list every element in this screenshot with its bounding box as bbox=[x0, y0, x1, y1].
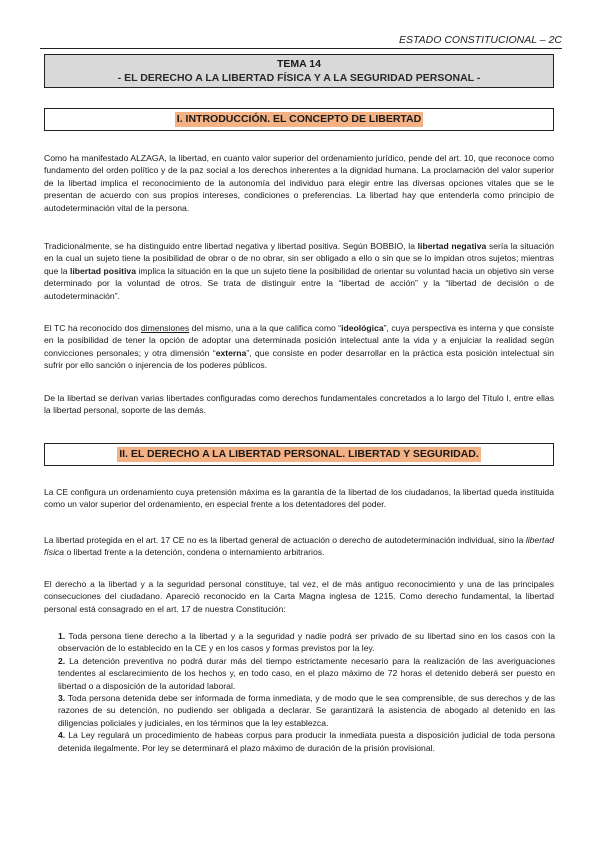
text-run: implica la situación en la que un sujeto tiene la posibilidad de orientar su voluntad hacia un objetivo sin verse determinado por la voluntad de otros. Se trata de distinguir entre la “libertad de acción” y la “libertad de decisión o de autodeterminación”. bbox=[44, 265, 554, 301]
section-heading-2 bbox=[44, 443, 554, 466]
article-17-list bbox=[58, 630, 555, 754]
list-text: La Ley regulará un procedimiento de habeas corpus para producir la inmediata puesta a disposición judicial de toda persona detenida ilegalmente. Por ley se determinará el plazo máximo de duración de la prisión provisional. bbox=[58, 730, 556, 753]
text-run: ”, cuya perspectiva es interna y que consiste en la posibilidad de tener la opción de adoptar una determinada posición intelectual ante la vida y a enjuiciar la realidad según convicciones personales; y otra dimensión “ bbox=[44, 323, 554, 358]
section-heading-1-text: I. INTRODUCCIÓN. EL CONCEPTO DE LIBERTAD bbox=[176, 113, 422, 125]
bold-term-positive: libertad positiva bbox=[70, 265, 136, 276]
text-run: del mismo, una a la que califica como “ bbox=[189, 323, 342, 333]
text-run: o libertad frente a la detención, condena o internamiento arbitrarios. bbox=[64, 547, 325, 558]
paragraph-intro-1: Como ha manifestado ALZAGA, la libertad, en cuanto valor superior del ordenamiento jurídico, pende del art. 10, que reconoce como fundamento del orden político y de la paz social a los derechos inherentes a la dignidad humana. La proclamación del valor superior de la libertad implica el reconocimiento de la autonomía del individuo para elegir entre las diversas opciones vitales que se le presentan de acuerdo con sus propios intereses, condiciones o preferencias. La libertad hay que entenderla como principio de autodeterminación vital de la persona. bbox=[44, 153, 554, 213]
paragraph-intro-4: De la libertad se derivan varias libertades configuradas como derechos fundamentales concretados a lo largo del Título I, entre ellas la libertad personal, soporte de las demás. bbox=[44, 393, 554, 416]
page-header: ESTADO CONSTITUCIONAL – 2C bbox=[40, 34, 562, 49]
list-item bbox=[58, 729, 555, 754]
title-box bbox=[44, 54, 554, 88]
list-number: 4. bbox=[58, 730, 66, 741]
topic-title: - EL DERECHO A LA LIBERTAD FÍSICA Y A LA SEGURIDAD PERSONAL - bbox=[117, 72, 481, 84]
list-text: La detención preventiva no podrá durar más del tiempo estrictamente necesario para la realización de las averiguaciones tendentes al esclarecimiento de los hechos y, en todo caso, en el plazo máximo de 72 horas el detenido deberá ser puesto en libertad o a disposición de la autoridad laboral. bbox=[58, 655, 555, 691]
text-run: ”, que consiste en poder desarrollar en la práctica esta posición intelectual sin sufrir por ello sanción o injerencia de los poderes públicos. bbox=[44, 347, 554, 371]
list-text: Toda persona tiene derecho a la libertad y a la seguridad y nadie podrá ser privado de su libertad sino en los casos con la observación de lo establecido en la CE y en los casos y formas previstos por la ley. bbox=[58, 631, 555, 654]
paragraph-intro-3 bbox=[44, 322, 554, 372]
list-item bbox=[58, 655, 555, 692]
underlined-term: dimensiones bbox=[140, 323, 190, 333]
text-run: La libertad protegida en el art. 17 CE no es la libertad general de actuación o derecho de autodeterminación individual, sino la bbox=[44, 535, 526, 545]
topic-number: TEMA 14 bbox=[277, 58, 321, 70]
section-heading-2-text: II. EL DERECHO A LA LIBERTAD PERSONAL. LIBERTAD Y SEGURIDAD. bbox=[119, 448, 479, 460]
text-run: El TC ha reconocido dos bbox=[44, 323, 141, 333]
bold-term-ideological: ideológica bbox=[341, 323, 384, 333]
paragraph-intro-2 bbox=[44, 240, 554, 302]
italic-term: libertad física bbox=[44, 535, 554, 558]
list-number: 3. bbox=[58, 693, 66, 704]
list-item bbox=[58, 630, 555, 655]
paragraph-liberty-2 bbox=[44, 534, 554, 559]
section-heading-1 bbox=[44, 108, 554, 131]
list-number: 1. bbox=[58, 631, 66, 641]
text-run: Tradicionalmente, se ha distinguido entre libertad negativa y libertad positiva. Según BOBBIO, la bbox=[44, 241, 418, 251]
paragraph-liberty-1: La CE configura un ordenamiento cuya pretensión máxima es la garantía de la libertad de los ciudadanos, la libertad queda instituida como un valor superior del ordenamiento, en especial frente a los detentadores del poder. bbox=[44, 487, 554, 510]
bold-term-negative: libertad negativa bbox=[417, 241, 487, 251]
bold-term-external: externa bbox=[215, 347, 247, 358]
paragraph-liberty-3: El derecho a la libertad y a la seguridad personal constituye, tal vez, el de más antiguo reconocimiento y una de las principales consecuciones del ciudadano. Apareció reconocido en la Carta Magna inglesa de 1215. Como derecho fundamental, la libertad personal está consagrado en el art. 17 de nuestra Constitución: bbox=[44, 579, 554, 614]
list-text: Toda persona detenida debe ser informada de forma inmediata, y de modo que le sea comprensible, de sus derechos y de las razones de su detención, no pudiendo ser obligada a declarar. Se garantizará la asistencia de abogado al detenido en las diligencias policiales y judiciales, en los términos que la ley establezca. bbox=[58, 693, 556, 728]
list-item bbox=[58, 692, 555, 729]
text-run: sería la situación en la cual un sujeto tiene la posibilidad de obrar o de no obrar, sin ser obligado a ello o sin que se lo impidan otros sujetos; mientras que la bbox=[44, 241, 555, 276]
list-number: 2. bbox=[58, 655, 66, 666]
